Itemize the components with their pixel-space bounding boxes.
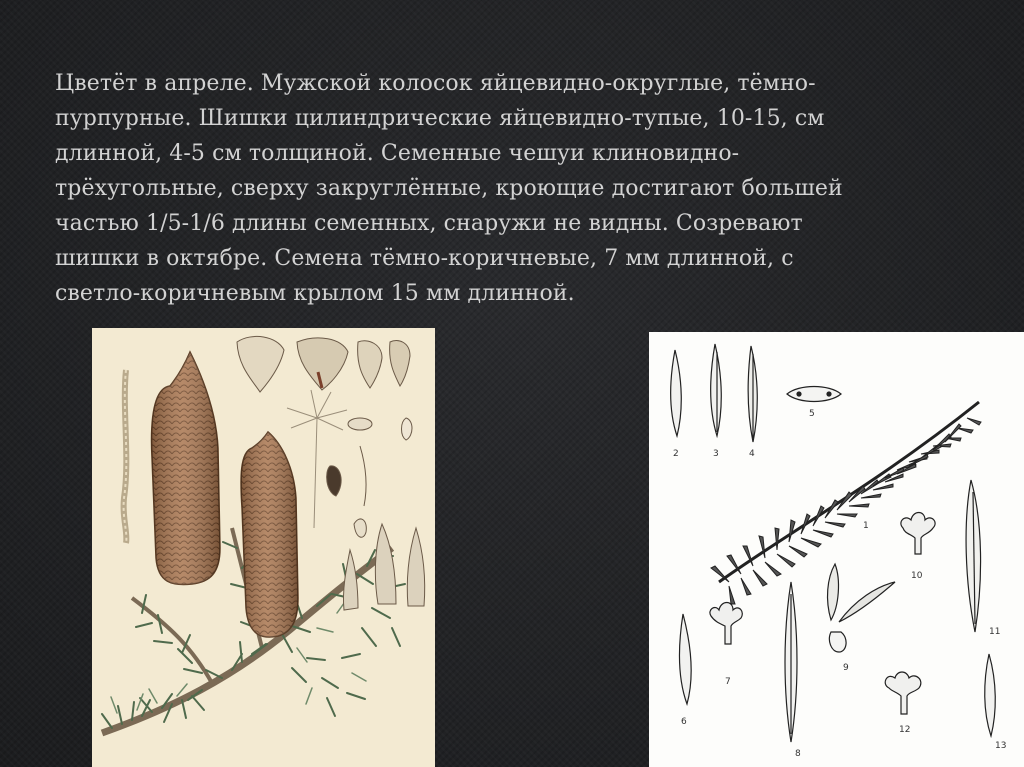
figure-label-12: 12 (899, 725, 911, 735)
figure-label-5: 5 (809, 409, 815, 419)
text-line-3: длинной, 4-5 см толщиной. Семенные чешуи клиновидно- (55, 141, 740, 166)
text-line-4: трёхугольные, сверху закруглённые, кроющие достигают большей (55, 176, 843, 201)
bud-7 (710, 603, 742, 645)
figure-label-8: 8 (795, 749, 801, 759)
line-drawing-fir-details (649, 332, 1024, 767)
figure-label-9: 9 (843, 663, 849, 673)
spruce-cones-drawing (92, 328, 435, 767)
text-line-6: шишки в октябре. Семена тёмно-коричневые, 7 мм длинной, с (55, 246, 794, 271)
bud-12 (885, 672, 921, 714)
bract-details (343, 524, 424, 610)
seed-details (327, 418, 412, 537)
text-line-7: светло-коричневым крылом 15 мм длинной. (55, 281, 575, 306)
seed-with-wing-9 (828, 564, 895, 652)
slide-body-text (55, 66, 985, 311)
figure-label-2: 2 (673, 449, 679, 459)
botanical-illustration-spruce-cones (92, 328, 435, 767)
figure-label-10: 10 (911, 571, 923, 581)
male-catkin-sketch (124, 370, 127, 543)
needle-2 (671, 350, 682, 436)
text-line-2: пурпурные. Шишки цилиндрические яйцевидно-тупые, 10-15, см (55, 106, 825, 131)
cone-small (241, 432, 298, 637)
figure-label-7: 7 (725, 677, 731, 687)
needle-3 (711, 344, 722, 436)
seed-scale-details (237, 336, 410, 392)
figure-label-3: 3 (713, 449, 719, 459)
text-line-1: Цветёт в апреле. Мужской колосок яйцевидно-округлые, тёмно- (55, 71, 816, 96)
bud-10 (901, 513, 935, 555)
figure-label-13: 13 (995, 741, 1007, 751)
needle-13 (985, 654, 996, 736)
fir-details-drawing (649, 332, 1024, 767)
figure-label-4: 4 (749, 449, 755, 459)
seed-cross-section-5 (787, 387, 841, 402)
figure-label-11: 11 (989, 627, 1001, 637)
needle-6 (680, 614, 692, 704)
cone-large (152, 352, 220, 585)
figure-label-6: 6 (681, 717, 687, 727)
figure-label-1: 1 (863, 521, 869, 531)
text-line-5: частью 1/5-1/6 длины семенных, снаружи не видны. Созревают (55, 211, 803, 236)
